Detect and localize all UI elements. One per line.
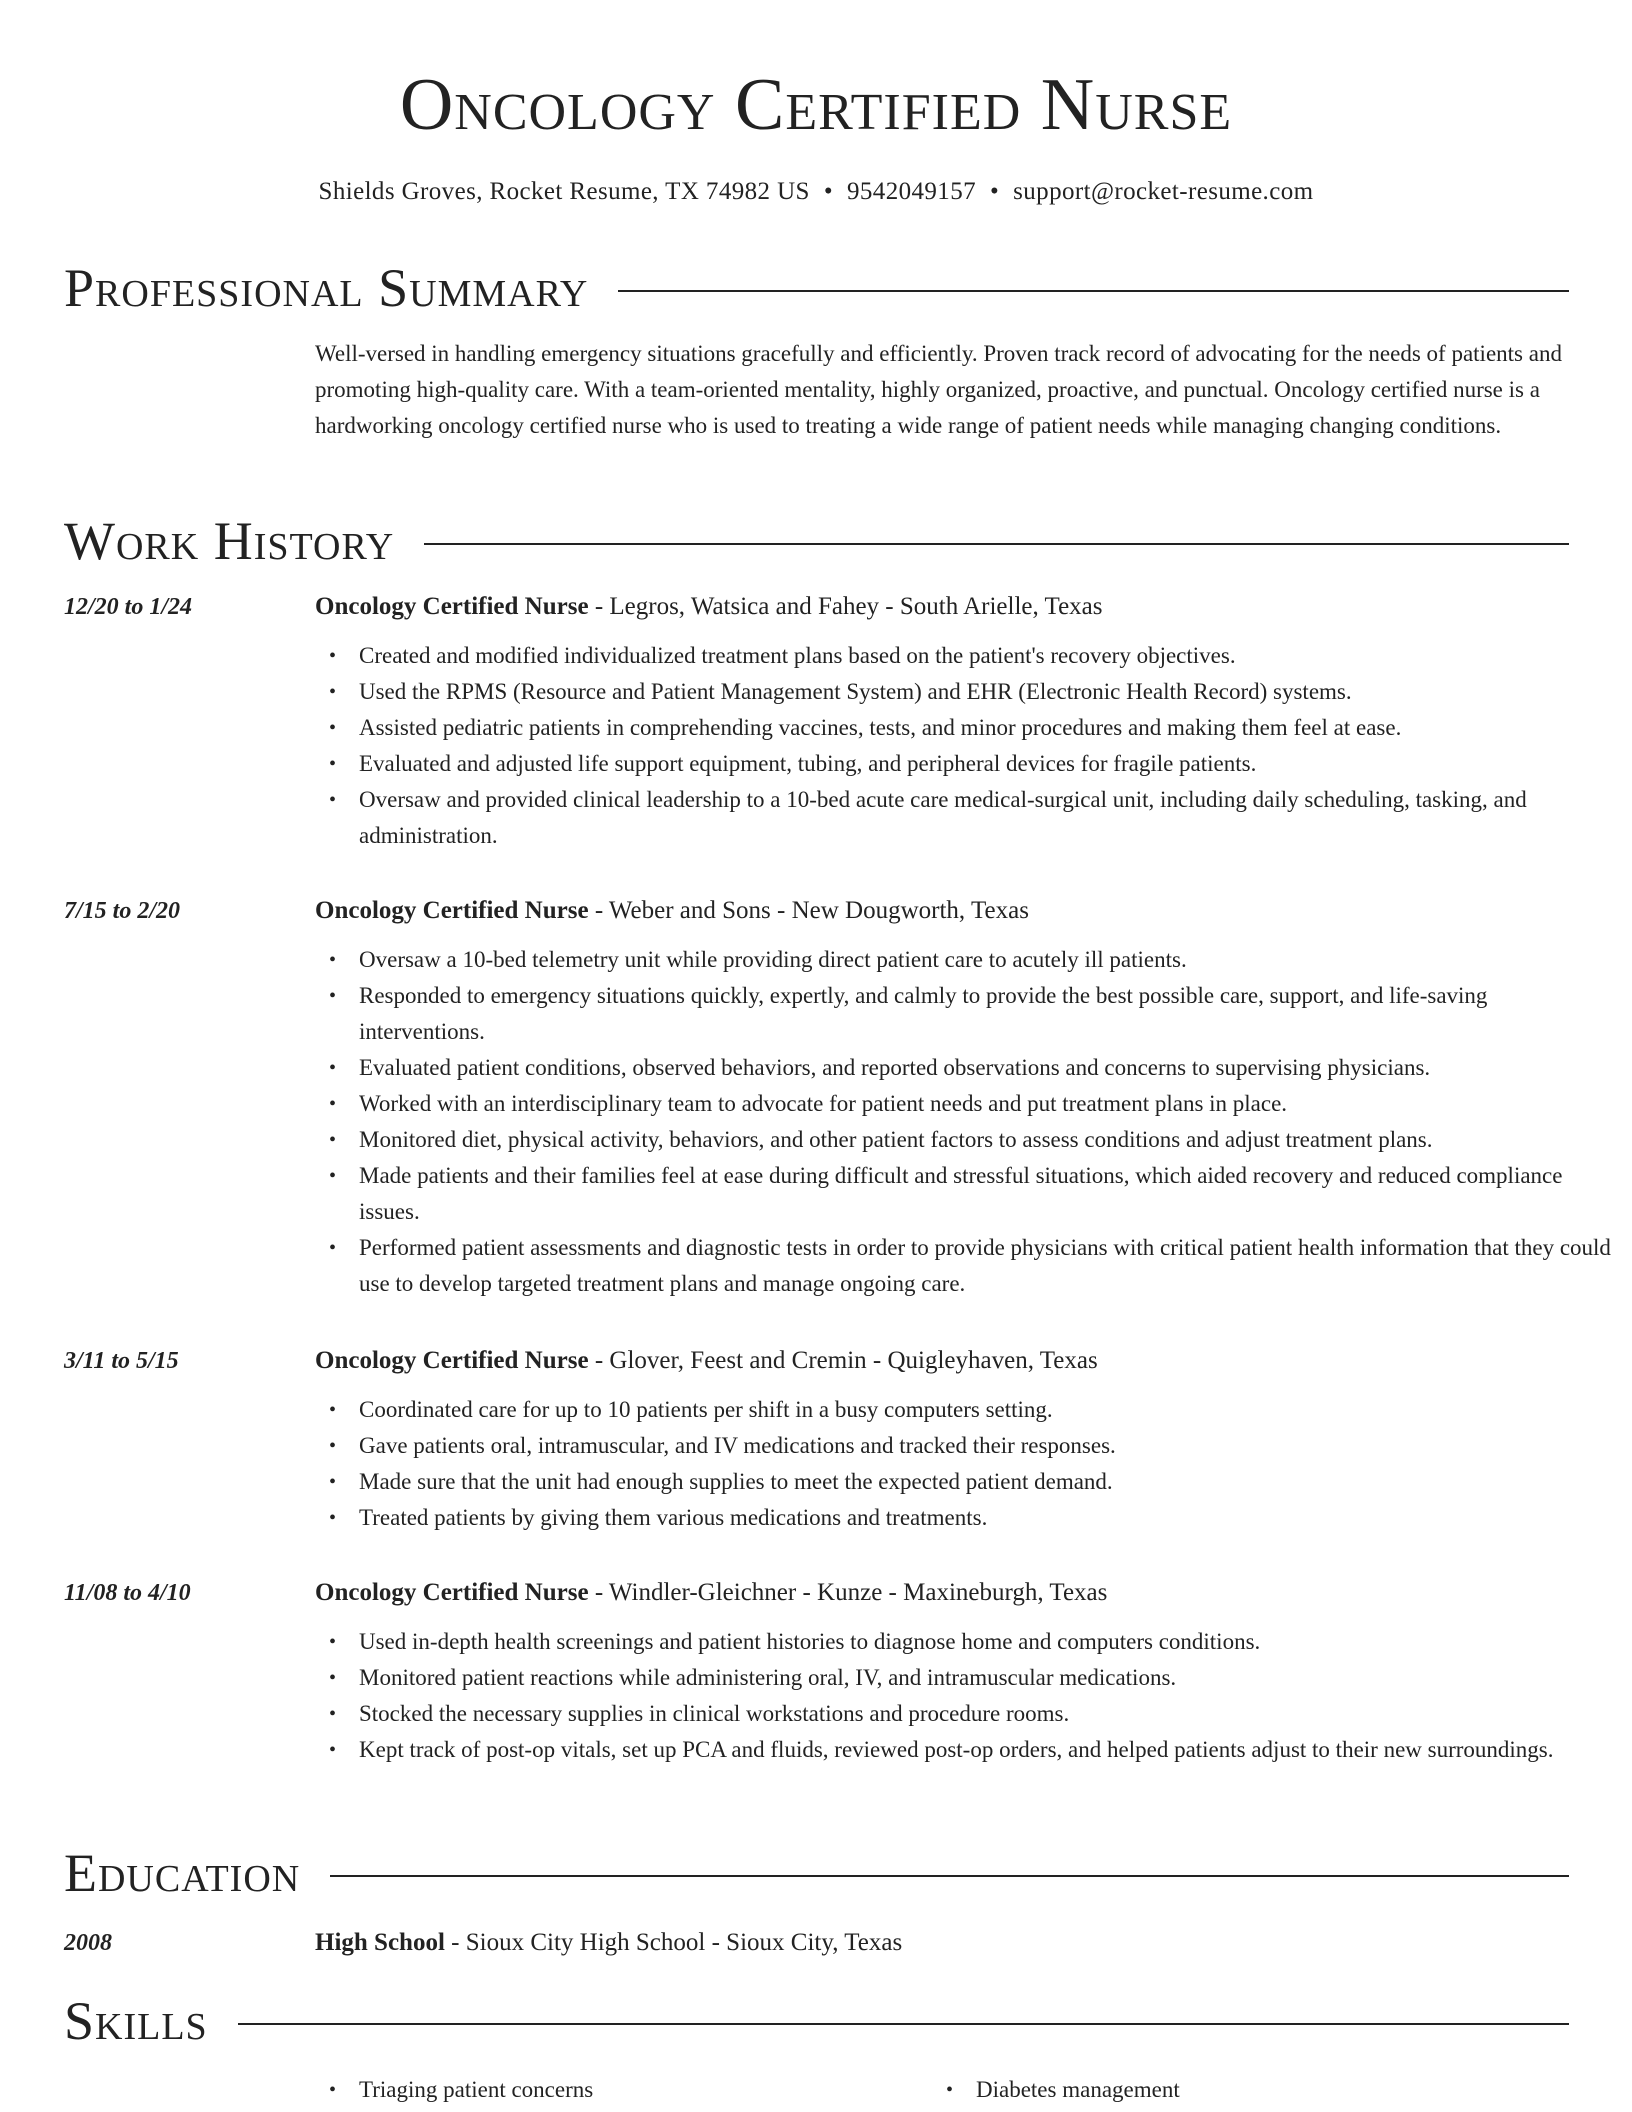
job-bullets — [315, 1624, 1613, 1768]
resume-name: Oncology Certified Nurse — [399, 64, 1233, 146]
job-title: Oncology Certified Nurse — [315, 897, 589, 924]
list-item: • Treated patients by giving them various medications and treatments. — [359, 1500, 1613, 1536]
job-details: - Glover, Feest and Cremin - Quigleyhaven, Texas — [588, 1347, 1098, 1374]
section-divider — [618, 290, 1569, 292]
section-summary-header — [64, 256, 1569, 320]
section-title: Work History — [64, 511, 395, 571]
list-item: • Performed patient assessments and diagnostic tests in order to provide physicians with critical patient health information that they could use to develop targeted treatment plans and manage ongoing care. — [359, 1230, 1613, 1302]
job-date: 12/20 to 1/24 — [64, 594, 193, 620]
contact-phone: 9542049157 — [847, 178, 976, 205]
job-bullets — [315, 1392, 1613, 1536]
contact-line — [0, 175, 1632, 209]
list-item: • Responded to emergency situations quickly, expertly, and calmly to provide the best possible care, support, and life-saving interventions. — [359, 978, 1613, 1050]
job-date: 7/15 to 2/20 — [64, 898, 181, 924]
list-item: • Gave patients oral, intramuscular, and IV medications and tracked their responses. — [359, 1428, 1613, 1464]
list-item: • Used the RPMS (Resource and Patient Management System) and EHR (Electronic Health Record) systems. — [359, 674, 1613, 710]
job-bullets — [315, 942, 1613, 1302]
contact-address: Shields Groves, Rocket Resume, TX 74982 US — [318, 178, 810, 205]
section-education-header — [64, 1841, 1569, 1905]
job-details: - Windler-Gleichner - Kunze - Maxineburgh, Texas — [588, 1579, 1108, 1606]
list-item: • Coordinated care for up to 10 patients per shift in a busy computers setting. — [359, 1392, 1613, 1428]
list-item: • Kept track of post-op vitals, set up PCA and fluids, reviewed post-op orders, and helped patients adjust to their new surroundings. — [359, 1732, 1613, 1768]
list-item: • Oversaw a 10-bed telemetry unit while providing direct patient care to acutely ill patients. — [359, 942, 1613, 978]
section-divider — [424, 543, 1569, 545]
section-work-header — [64, 509, 1569, 573]
list-item: • Diabetes management — [932, 2072, 1549, 2108]
job-bullets — [315, 638, 1613, 854]
job-title-line — [315, 1344, 1098, 1378]
job-title-line — [315, 590, 1103, 624]
list-item: • Triaging patient concerns — [315, 2072, 932, 2108]
list-item: • Evaluated and adjusted life support equipment, tubing, and peripheral devices for fragile patients. — [359, 746, 1613, 782]
list-item: • Made sure that the unit had enough supplies to meet the expected patient demand. — [359, 1464, 1613, 1500]
contact-separator: • — [990, 178, 1000, 205]
job-title: Oncology Certified Nurse — [315, 1347, 589, 1374]
job-title: Oncology Certified Nurse — [315, 1579, 589, 1606]
list-item: • Stocked the necessary supplies in clinical workstations and procedure rooms. — [359, 1696, 1613, 1732]
section-skills-header — [64, 1989, 1569, 2053]
contact-email: support@rocket-resume.com — [1013, 178, 1314, 205]
list-item: • Evaluated patient conditions, observed behaviors, and reported observations and concerns to supervising physicians. — [359, 1050, 1613, 1086]
education-details: - Sioux City High School - Sioux City, Texas — [444, 1929, 903, 1956]
job-title-line — [315, 1576, 1107, 1610]
list-item: • Used in-depth health screenings and patient histories to diagnose home and computers conditions. — [359, 1624, 1613, 1660]
section-title: Skills — [64, 1991, 208, 2051]
list-item: • Assisted pediatric patients in comprehending vaccines, tests, and minor procedures and making them feel at ease. — [359, 710, 1613, 746]
job-date: 11/08 to 4/10 — [64, 1580, 191, 1606]
section-divider — [330, 1875, 1569, 1877]
list-item: • Worked with an interdisciplinary team to advocate for patient needs and put treatment plans in place. — [359, 1086, 1613, 1122]
contact-separator: • — [823, 178, 833, 205]
section-title: Professional Summary — [64, 258, 589, 318]
job-details: - Legros, Watsica and Fahey - South Arielle, Texas — [588, 593, 1103, 620]
job-title: Oncology Certified Nurse — [315, 593, 589, 620]
education-date: 2008 — [64, 1930, 112, 1956]
list-item: • Oversaw and provided clinical leadership to a 10-bed acute care medical-surgical unit, including daily scheduling, tasking, and administration. — [359, 782, 1613, 854]
job-title-line — [315, 894, 1029, 928]
job-date: 3/11 to 5/15 — [64, 1348, 179, 1374]
summary-text: Well-versed in handling emergency situations gracefully and efficiently. Proven track record of advocating for the needs of patients and promoting high-quality care. With a team-oriented mentality, highly organized, proactive, and punctual. Oncology certified nurse is a hardworking oncology certified nurse who is used to treating a wide range of patient needs while managing changing conditions. — [315, 341, 1562, 438]
list-item: • Monitored patient reactions while administering oral, IV, and intramuscular medications. — [359, 1660, 1613, 1696]
section-title: Education — [64, 1843, 301, 1903]
skills-list — [315, 2072, 1569, 2108]
list-item: • Created and modified individualized treatment plans based on the patient's recovery objectives. — [359, 638, 1613, 674]
education-line — [315, 1926, 902, 1960]
section-divider — [238, 2023, 1569, 2025]
list-item: • Monitored diet, physical activity, behaviors, and other patient factors to assess conditions and adjust treatment plans. — [359, 1122, 1613, 1158]
job-details: - Weber and Sons - New Dougworth, Texas — [588, 897, 1029, 924]
list-item: • Made patients and their families feel at ease during difficult and stressful situations, which aided recovery and reduced compliance issues. — [359, 1158, 1613, 1230]
education-degree: High School — [315, 1929, 445, 1956]
